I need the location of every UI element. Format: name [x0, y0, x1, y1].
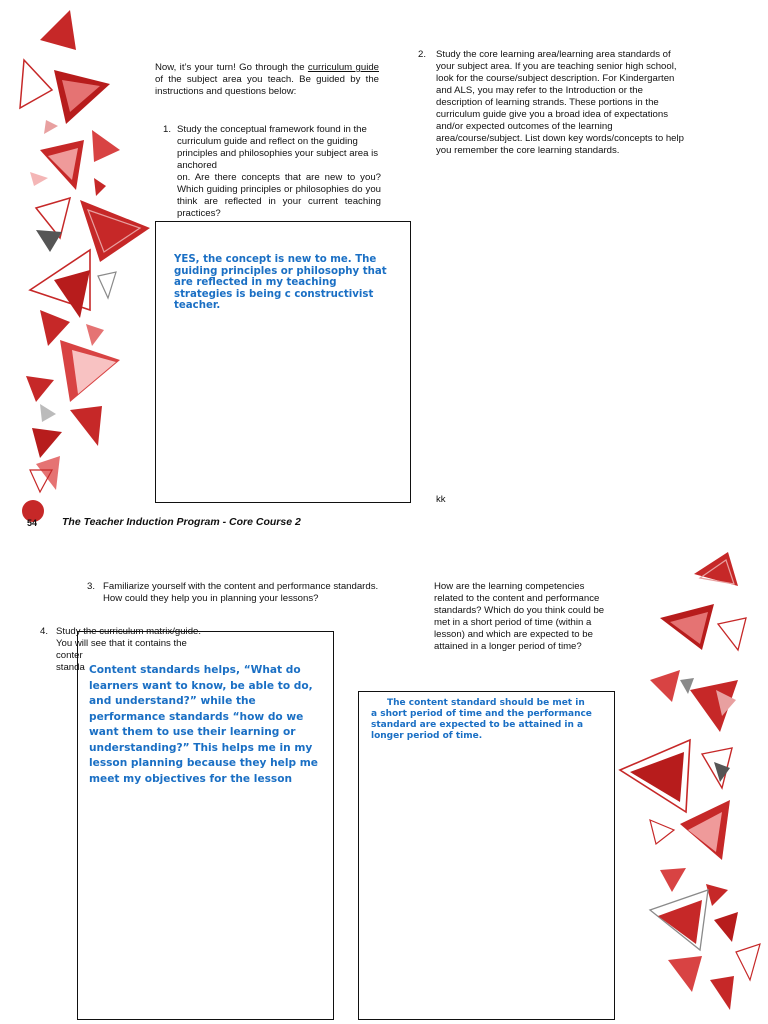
item-1-text-b: on. Are there concepts that are new to you? Which guiding principles or philosophies do you think are reflected in your current teaching practices? [177, 172, 381, 219]
item-4-line-4: standa [56, 662, 85, 673]
item-1 [163, 124, 381, 220]
item-3-text: Familiarize yourself with the content and performance standards. How could they help you in planning your lessons? [103, 581, 379, 604]
intro-paragraph: Now, it’s your turn! Go through the curriculum guide of the subject area you teach. Be guided by the instructions and questions below: [155, 62, 379, 97]
triangle-decoration-left [0, 0, 160, 500]
right-question: How are the learning competencies related to the content and performance standards? Which do you think could be met in a short period of time (within a lesson) and which are expected to be attained in a longer period of time? [434, 581, 605, 652]
item-1-number: 1. [163, 124, 172, 135]
item-1-text-a: Study the conceptual framework found in the curriculum guide and reflect on the guiding principles and philosophies your subject area is anchored [177, 124, 379, 171]
item-2-number: 2. [418, 49, 427, 60]
item-2-answer: kk [436, 494, 446, 505]
triangle-decoration-right [610, 540, 768, 1024]
item-2-text: Study the core learning area/learning area standards of your subject area. If you are teaching senior high school, look for the course/subject description. For Kindergarten and ALS, you may refer to the Introduction or the description of learning strands. These portions in the curriculum guide give you a broad idea of expectations and/or expected outcomes of the learning area/course/subject. List down key words/concepts to help you remember the core learning standards. [436, 49, 684, 156]
item-1-answer: YES, the concept is new to me. The guiding principles or philosophy that are reflected in my teaching strategies is being c constructivist teacher. [174, 254, 387, 312]
footer-title: The Teacher Induction Program - Core Course 2 [62, 516, 301, 528]
right-answer: The content standard should be met in a short period of time and the performance standard are expected to be attained in a longer period of time. [371, 698, 592, 741]
curriculum-guide-link[interactable]: curriculum guide [307, 62, 379, 73]
item-3-answer: Content standards helps, “What do learners want to know, be able to do, and understand?” while the performance standards “how do we want them to use their learning or understanding?” This helps me in my lesson planning because they help me meet my objectives for the lesson [89, 663, 325, 787]
item-4-line-3: conter [56, 650, 83, 661]
item-3-number: 3. [87, 581, 96, 592]
item-4-line-1: Study the curriculum matrix/guide. [56, 626, 202, 637]
item-4-number: 4. [40, 626, 49, 637]
item-2 [418, 49, 688, 157]
item-3 [87, 581, 387, 605]
item-4-line-2: You will see that it contains the [56, 638, 187, 649]
page-number: 54 [27, 518, 38, 528]
